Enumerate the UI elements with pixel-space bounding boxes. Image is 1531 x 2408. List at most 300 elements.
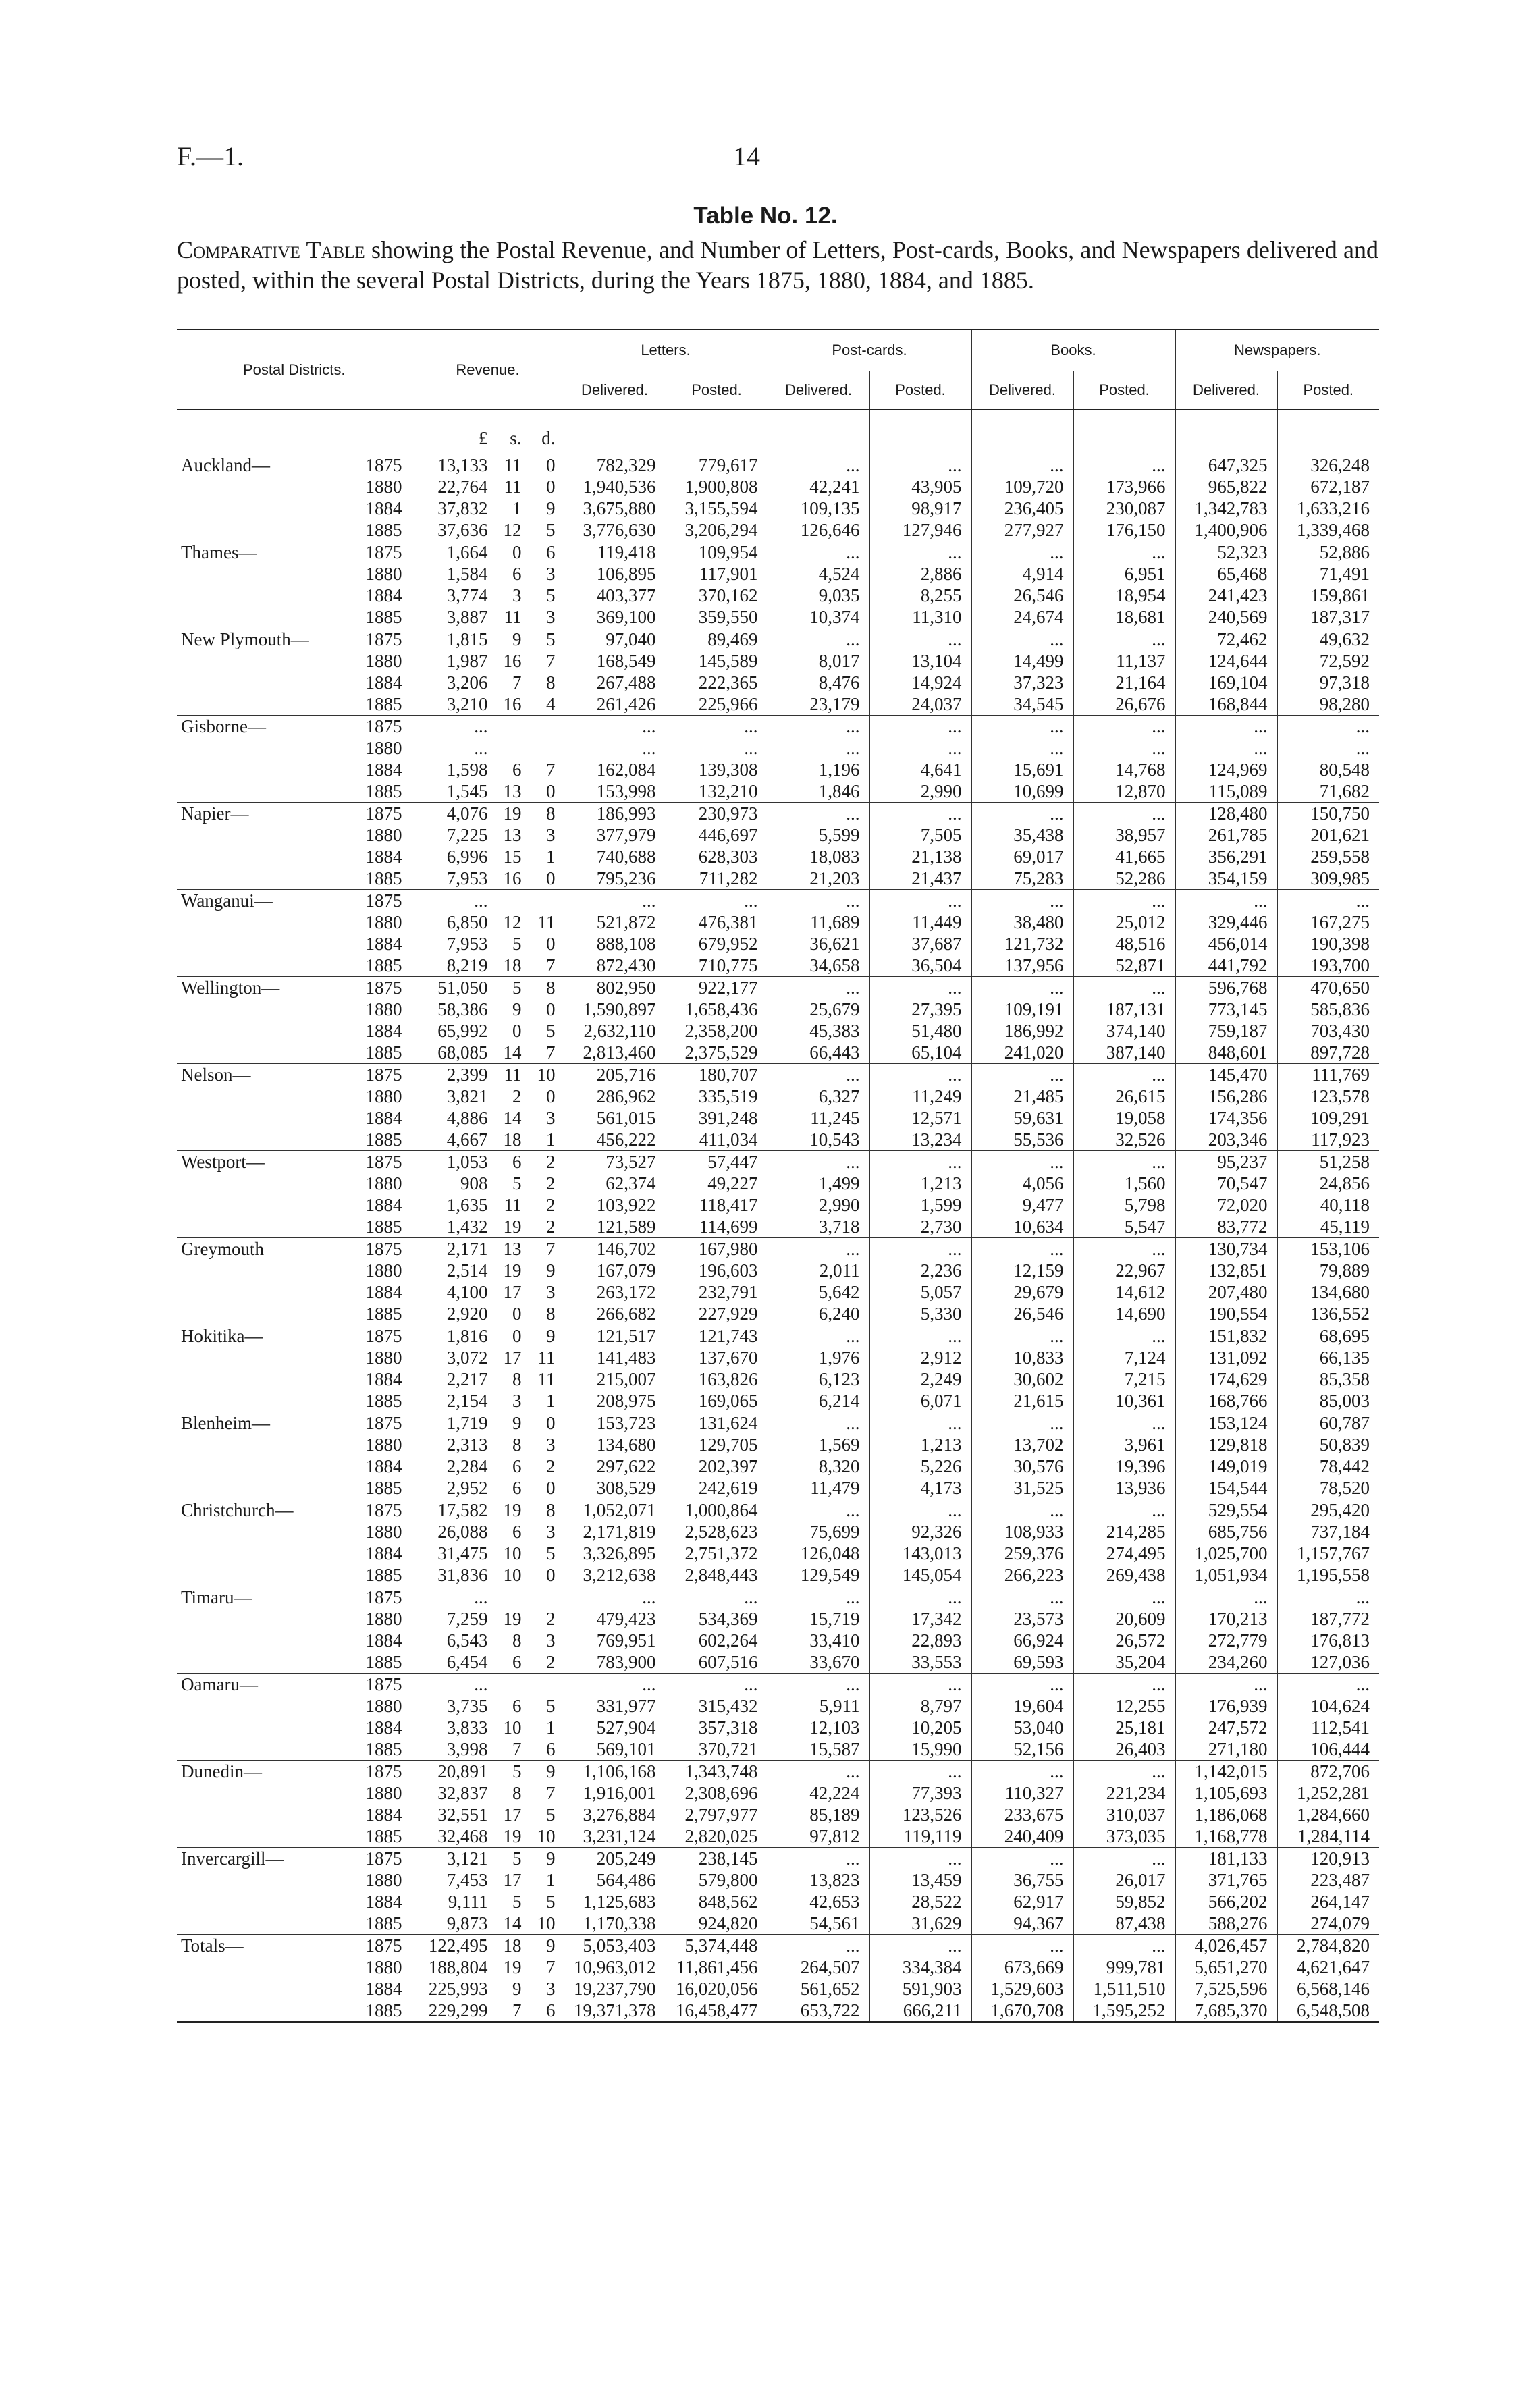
newspapers-posted-cell: ... [1277, 1674, 1379, 1696]
books-posted-cell: 14,768 [1073, 759, 1175, 780]
letters-delivered-cell: 561,015 [564, 1107, 666, 1129]
revenue-pence: 3 [546, 1282, 556, 1302]
revenue-shillings: 10 [503, 1565, 522, 1585]
postcards-posted-cell: 15,990 [869, 1738, 971, 1761]
table-body [177, 410, 1379, 2022]
table-row [177, 1194, 1379, 1216]
books-posted-cell: ... [1073, 1064, 1175, 1086]
year-cell: 1880 [365, 1609, 402, 1629]
year-cell: 1880 [365, 564, 402, 584]
books-posted-cell: 1,511,510 [1073, 1978, 1175, 2000]
table-row [177, 1825, 1379, 1848]
revenue-cell [412, 780, 564, 803]
postcards-posted-cell: 2,912 [869, 1347, 971, 1368]
postcards-posted-cell: 334,384 [869, 1956, 971, 1978]
newspapers-delivered-cell: 174,356 [1175, 1107, 1277, 1129]
newspapers-delivered-cell: 154,544 [1175, 1477, 1277, 1499]
newspapers-posted-cell: 45,119 [1277, 1216, 1379, 1238]
books-delivered-cell: 10,833 [971, 1347, 1073, 1368]
year-cell: 1885 [365, 1391, 402, 1411]
year-cell: 1875 [344, 1674, 412, 1696]
books-delivered-cell: 21,485 [971, 1086, 1073, 1107]
newspapers-delivered-cell: 456,014 [1175, 933, 1277, 955]
newspapers-delivered-cell: 207,480 [1175, 1281, 1277, 1303]
postcards-posted-cell: 24,037 [869, 693, 971, 716]
revenue-cell [412, 737, 564, 759]
revenue-pence: 0 [546, 477, 556, 497]
revenue-pence: 7 [546, 955, 556, 975]
letters-delivered-cell: 168,549 [564, 650, 666, 672]
table-title: Table No. 12. [693, 203, 838, 229]
revenue-pounds: 3,821 [446, 1086, 488, 1106]
postcards-posted-cell: ... [869, 1935, 971, 1957]
postcards-posted-cell: 31,629 [869, 1912, 971, 1935]
district-name-blank [177, 1303, 344, 1325]
letters-posted-cell: 370,162 [666, 585, 768, 606]
revenue-pence: 7 [546, 1957, 556, 1977]
letters-posted-cell: 132,210 [666, 780, 768, 803]
books-delivered-cell: 121,732 [971, 933, 1073, 955]
revenue-cell [412, 1608, 564, 1630]
newspapers-posted-cell: 159,861 [1277, 585, 1379, 606]
newspapers-delivered-cell: 759,187 [1175, 1020, 1277, 1042]
letters-delivered-cell: 146,702 [564, 1238, 666, 1260]
revenue-cell [412, 1674, 564, 1696]
books-posted-cell: 12,255 [1073, 1695, 1175, 1717]
postcards-delivered-cell: 10,374 [768, 606, 869, 628]
letters-posted-cell: 711,282 [666, 867, 768, 890]
revenue-pence: 8 [546, 1500, 556, 1520]
newspapers-delivered-cell: 129,818 [1175, 1434, 1277, 1455]
books-delivered-cell: 94,367 [971, 1912, 1073, 1935]
revenue-cell [412, 1477, 564, 1499]
books-delivered-cell: 14,499 [971, 650, 1073, 672]
table-row [177, 1674, 1379, 1696]
district-name-blank [177, 476, 344, 498]
page-number: 14 [733, 141, 760, 171]
postcards-posted-cell: ... [869, 628, 971, 651]
revenue-cell [412, 519, 564, 541]
revenue-pounds: 37,832 [437, 498, 488, 518]
postcards-delivered-cell: 8,476 [768, 672, 869, 693]
letters-delivered-cell: 286,962 [564, 1086, 666, 1107]
revenue-pounds: 8,219 [446, 955, 488, 975]
district-name: Thames— [177, 541, 344, 564]
revenue-pounds: 3,833 [446, 1717, 488, 1738]
newspapers-delivered-cell: 151,832 [1175, 1325, 1277, 1347]
letters-posted-cell: 145,589 [666, 650, 768, 672]
district-name-blank [177, 1869, 344, 1891]
district-name: Nelson— [177, 1064, 344, 1086]
revenue-cell [412, 1107, 564, 1129]
revenue-pounds: 1,053 [446, 1152, 488, 1172]
letters-posted-cell: 5,374,448 [666, 1935, 768, 1957]
letters-delivered-cell: 802,950 [564, 977, 666, 999]
letters-posted-cell: 3,155,594 [666, 498, 768, 519]
letters-delivered-cell: 19,237,790 [564, 1978, 666, 2000]
revenue-pence: 5 [546, 1021, 556, 1041]
books-delivered-cell: 109,191 [971, 998, 1073, 1020]
letters-delivered-cell: 3,276,884 [564, 1804, 666, 1825]
books-delivered-cell: 38,480 [971, 911, 1073, 933]
revenue-cell [412, 890, 564, 912]
pence-unit: d. [541, 428, 556, 448]
year-cell: 1875 [344, 890, 412, 912]
revenue-shillings: 14 [503, 1108, 522, 1128]
year-cell: 1885 [365, 1739, 402, 1759]
table-row [177, 1651, 1379, 1674]
district-name-blank [177, 498, 344, 519]
revenue-pence: 1 [546, 1870, 556, 1890]
revenue-pence: 0 [546, 1413, 556, 1433]
year-cell: 1885 [365, 694, 402, 714]
district-name-blank [177, 1651, 344, 1674]
revenue-pounds: 2,952 [446, 1478, 488, 1498]
revenue-shillings: 12 [503, 520, 522, 540]
letters-posted-cell: 476,381 [666, 911, 768, 933]
revenue-shillings: 19 [503, 1500, 522, 1520]
books-posted-cell: 87,438 [1073, 1912, 1175, 1935]
newspapers-delivered-cell: 170,213 [1175, 1608, 1277, 1630]
table-row [177, 1151, 1379, 1173]
letters-posted-cell: 117,901 [666, 563, 768, 585]
year-cell: 1884 [365, 1543, 402, 1563]
table-row [177, 1347, 1379, 1368]
revenue-pence: 2 [546, 1152, 556, 1172]
postcards-posted-cell: 666,211 [869, 2000, 971, 2022]
postcards-delivered-cell: 85,189 [768, 1804, 869, 1825]
district-name-blank [177, 1020, 344, 1042]
books-posted-cell: 11,137 [1073, 650, 1175, 672]
letters-delivered-cell: 141,483 [564, 1347, 666, 1368]
newspapers-delivered-cell: 128,480 [1175, 803, 1277, 825]
revenue-pounds: 2,313 [446, 1435, 488, 1455]
table-row [177, 977, 1379, 999]
books-delivered-cell: 9,477 [971, 1194, 1073, 1216]
district-name-blank [177, 911, 344, 933]
postcards-posted-cell: 2,236 [869, 1260, 971, 1281]
newspapers-posted-cell: 78,442 [1277, 1455, 1379, 1477]
postcards-posted-cell: 17,342 [869, 1608, 971, 1630]
table-row [177, 1521, 1379, 1543]
newspapers-delivered-cell: 588,276 [1175, 1912, 1277, 1935]
year-cell: 1885 [365, 1652, 402, 1672]
postcards-delivered-cell: 11,245 [768, 1107, 869, 1129]
newspapers-delivered-cell: 176,939 [1175, 1695, 1277, 1717]
books-delivered-cell: 15,691 [971, 759, 1073, 780]
letters-delivered-cell: 888,108 [564, 933, 666, 955]
revenue-cell [412, 716, 564, 738]
letters-delivered-cell: 569,101 [564, 1738, 666, 1761]
shillings-unit: s. [510, 428, 522, 448]
revenue-cell [412, 1717, 564, 1738]
table-row [177, 1869, 1379, 1891]
year-cell: 1885 [365, 868, 402, 888]
year-cell: 1880 [365, 912, 402, 932]
revenue-cell [412, 1848, 564, 1870]
revenue-pence: 5 [546, 1543, 556, 1563]
newspapers-posted-cell: 104,624 [1277, 1695, 1379, 1717]
table-row [177, 716, 1379, 738]
letters-delivered-cell: 215,007 [564, 1368, 666, 1390]
year-cell: 1880 [365, 1086, 402, 1106]
revenue-cell [412, 846, 564, 867]
table-row [177, 1738, 1379, 1761]
revenue-pounds: 2,399 [446, 1065, 488, 1085]
revenue-pounds: 20,891 [437, 1761, 488, 1782]
letters-delivered-cell: 740,688 [564, 846, 666, 867]
revenue-shillings: 6 [512, 1456, 522, 1476]
year-cell: 1885 [365, 1913, 402, 1933]
newspapers-delivered-cell: 72,020 [1175, 1194, 1277, 1216]
revenue-cell [412, 1869, 564, 1891]
postcards-delivered-cell: ... [768, 977, 869, 999]
year-cell: 1880 [365, 1957, 402, 1977]
books-posted-cell: ... [1073, 977, 1175, 999]
revenue-cell [412, 454, 564, 477]
revenue-cell [412, 1956, 564, 1978]
district-name-blank [177, 1738, 344, 1761]
year-cell: 1875 [344, 1412, 412, 1435]
newspapers-posted-cell: 123,578 [1277, 1086, 1379, 1107]
revenue-pounds: 1,664 [446, 542, 488, 562]
postcards-posted-cell: ... [869, 454, 971, 477]
revenue-pounds: 122,495 [428, 1935, 488, 1956]
letters-posted-cell: 118,417 [666, 1194, 768, 1216]
books-posted-cell: 310,037 [1073, 1804, 1175, 1825]
revenue-shillings: 9 [512, 1413, 522, 1433]
books-delivered-cell: 37,323 [971, 672, 1073, 693]
table-row [177, 1608, 1379, 1630]
revenue-pence: 3 [546, 1522, 556, 1542]
books-posted-cell: 214,285 [1073, 1521, 1175, 1543]
books-posted-cell: 20,609 [1073, 1608, 1175, 1630]
revenue-cell [412, 977, 564, 999]
district-name: Westport— [177, 1151, 344, 1173]
postcards-posted-cell: ... [869, 1151, 971, 1173]
newspapers-posted-cell: 117,923 [1277, 1129, 1379, 1151]
year-cell: 1884 [365, 1979, 402, 1999]
revenue-cell [412, 541, 564, 564]
revenue-pounds: 2,284 [446, 1456, 488, 1476]
revenue-pounds: 1,545 [446, 781, 488, 801]
table-row [177, 1434, 1379, 1455]
revenue-pounds: 2,154 [446, 1391, 488, 1411]
year-cell: 1885 [365, 1304, 402, 1324]
books-delivered-cell: 52,156 [971, 1738, 1073, 1761]
revenue-pence: 7 [546, 651, 556, 671]
district-name-blank [177, 1630, 344, 1651]
revenue-pence: 10 [537, 1065, 556, 1085]
letters-posted-cell: 225,966 [666, 693, 768, 716]
letters-posted-cell: 16,458,477 [666, 2000, 768, 2022]
letters-delivered-cell: 134,680 [564, 1434, 666, 1455]
revenue-cell [412, 1042, 564, 1064]
revenue-shillings: 6 [512, 564, 522, 584]
year-cell: 1875 [344, 1325, 412, 1347]
books-delivered-cell: 4,056 [971, 1173, 1073, 1194]
revenue-cell [412, 628, 564, 651]
district-name-blank [177, 759, 344, 780]
newspapers-delivered-cell: 168,844 [1175, 693, 1277, 716]
books-delivered-cell: 110,327 [971, 1782, 1073, 1804]
newspapers-posted-header: Posted. [1277, 371, 1379, 410]
newspapers-posted-cell: 274,079 [1277, 1912, 1379, 1935]
letters-posted-cell: 202,397 [666, 1455, 768, 1477]
postcards-delivered-cell: 6,240 [768, 1303, 869, 1325]
letters-posted-cell: 180,707 [666, 1064, 768, 1086]
postcards-delivered-cell: 13,823 [768, 1869, 869, 1891]
books-posted-cell: 1,595,252 [1073, 2000, 1175, 2022]
letters-posted-cell: 411,034 [666, 1129, 768, 1151]
postcards-posted-cell: 98,917 [869, 498, 971, 519]
table-row [177, 1325, 1379, 1347]
newspapers-posted-cell: 703,430 [1277, 1020, 1379, 1042]
postcards-delivered-cell: 8,017 [768, 650, 869, 672]
postcards-posted-cell: 36,504 [869, 955, 971, 977]
revenue-pounds: 3,735 [446, 1696, 488, 1716]
books-posted-cell: 387,140 [1073, 1042, 1175, 1064]
letters-posted-cell: ... [666, 890, 768, 912]
district-name-blank [177, 585, 344, 606]
revenue-pounds: 2,171 [446, 1239, 488, 1259]
books-posted-header: Posted. [1073, 371, 1175, 410]
revenue-pounds: 58,386 [437, 999, 488, 1019]
letters-delivered-cell: 119,418 [564, 541, 666, 564]
newspapers-posted-cell: 127,036 [1277, 1651, 1379, 1674]
books-posted-cell: 26,572 [1073, 1630, 1175, 1651]
table-row [177, 498, 1379, 519]
newspapers-delivered-cell: 7,685,370 [1175, 2000, 1277, 2022]
revenue-shillings: 19 [503, 1260, 522, 1281]
newspapers-posted-cell: ... [1277, 1586, 1379, 1609]
letters-delivered-cell: 19,371,378 [564, 2000, 666, 2022]
letters-posted-cell: 242,619 [666, 1477, 768, 1499]
letters-delivered-cell: ... [564, 716, 666, 738]
letters-delivered-cell: 2,813,460 [564, 1042, 666, 1064]
letters-posted-cell: 779,617 [666, 454, 768, 477]
newspapers-posted-cell: 1,284,660 [1277, 1804, 1379, 1825]
table-row [177, 1630, 1379, 1651]
postcards-delivered-cell: 4,524 [768, 563, 869, 585]
revenue-pence: 9 [546, 498, 556, 518]
revenue-shillings: 11 [504, 607, 522, 627]
revenue-pounds: 7,225 [446, 825, 488, 845]
postcards-delivered-cell: 5,642 [768, 1281, 869, 1303]
revenue-pounds: 3,887 [446, 607, 488, 627]
year-cell: 1875 [344, 803, 412, 825]
year-cell: 1875 [344, 628, 412, 651]
postcards-delivered-cell: 6,123 [768, 1368, 869, 1390]
revenue-cell [412, 1804, 564, 1825]
revenue-pence: 7 [546, 1239, 556, 1259]
books-posted-cell: ... [1073, 628, 1175, 651]
postcards-posted-cell: ... [869, 1238, 971, 1260]
table-row [177, 780, 1379, 803]
postcards-posted-cell: ... [869, 716, 971, 738]
district-name-blank [177, 1543, 344, 1564]
district-name-blank [177, 1216, 344, 1238]
books-posted-cell: 173,966 [1073, 476, 1175, 498]
newspapers-delivered-cell: 329,446 [1175, 911, 1277, 933]
year-cell: 1884 [365, 1195, 402, 1215]
table-row [177, 672, 1379, 693]
postcards-delivered-cell: 36,621 [768, 933, 869, 955]
newspapers-posted-cell: ... [1277, 890, 1379, 912]
revenue-pence: 1 [546, 1129, 556, 1150]
books-delivered-cell: 29,679 [971, 1281, 1073, 1303]
table-row [177, 1281, 1379, 1303]
revenue-pence: 8 [546, 1304, 556, 1324]
revenue-shillings [488, 1674, 522, 1695]
postcards-posted-cell: 7,505 [869, 824, 971, 846]
letters-delivered-cell: ... [564, 890, 666, 912]
postcards-posted-cell: 591,903 [869, 1978, 971, 2000]
books-posted-cell: 19,058 [1073, 1107, 1175, 1129]
books-delivered-cell: 240,409 [971, 1825, 1073, 1848]
district-name-blank [177, 1455, 344, 1477]
letters-delivered-cell: ... [564, 1674, 666, 1696]
table-caption [177, 235, 1378, 296]
books-posted-cell: ... [1073, 1586, 1175, 1609]
revenue-pounds: 32,551 [437, 1804, 488, 1825]
district-name: Gisborne— [177, 716, 344, 738]
books-posted-cell: ... [1073, 716, 1175, 738]
table-row [177, 824, 1379, 846]
revenue-shillings: 10 [503, 1543, 522, 1563]
books-delivered-cell: 62,917 [971, 1891, 1073, 1912]
table-row [177, 1891, 1379, 1912]
postcards-delivered-cell: ... [768, 737, 869, 759]
year-cell: 1880 [365, 1522, 402, 1542]
revenue-pence: 3 [546, 825, 556, 845]
year-cell: 1884 [365, 1282, 402, 1302]
newspapers-delivered-cell: 124,969 [1175, 759, 1277, 780]
letters-delivered-cell: 1,106,168 [564, 1761, 666, 1783]
newspapers-delivered-cell: 65,468 [1175, 563, 1277, 585]
newspapers-delivered-cell: 132,851 [1175, 1260, 1277, 1281]
newspapers-delivered-cell: 83,772 [1175, 1216, 1277, 1238]
revenue-cell [412, 1064, 564, 1086]
newspapers-posted-cell: 134,680 [1277, 1281, 1379, 1303]
postcards-posted-cell: 51,480 [869, 1020, 971, 1042]
letters-delivered-cell: 10,963,012 [564, 1956, 666, 1978]
year-cell: 1880 [365, 1696, 402, 1716]
newspapers-posted-cell: 68,695 [1277, 1325, 1379, 1347]
revenue-cell [412, 1281, 564, 1303]
books-posted-cell: 26,615 [1073, 1086, 1175, 1107]
books-delivered-cell: 34,545 [971, 693, 1073, 716]
letters-posted-cell: 2,528,623 [666, 1521, 768, 1543]
books-delivered-cell: 66,924 [971, 1630, 1073, 1651]
district-name-blank [177, 519, 344, 541]
year-cell: 1880 [365, 738, 402, 758]
district-name-blank [177, 1086, 344, 1107]
newspapers-delivered-cell: 169,104 [1175, 672, 1277, 693]
district-name-blank [177, 1434, 344, 1455]
revenue-pounds: 908 [460, 1173, 488, 1194]
revenue-pence: 1 [546, 1717, 556, 1738]
table-row [177, 519, 1379, 541]
postcards-delivered-cell: 33,670 [768, 1651, 869, 1674]
newspapers-delivered-cell: 7,525,596 [1175, 1978, 1277, 2000]
revenue-shillings: 9 [512, 999, 522, 1019]
newspapers-posted-cell: 470,650 [1277, 977, 1379, 999]
year-cell: 1885 [365, 607, 402, 627]
letters-delivered-header: Delivered. [564, 371, 666, 410]
postcards-posted-cell: ... [869, 803, 971, 825]
district-name-blank [177, 1368, 344, 1390]
